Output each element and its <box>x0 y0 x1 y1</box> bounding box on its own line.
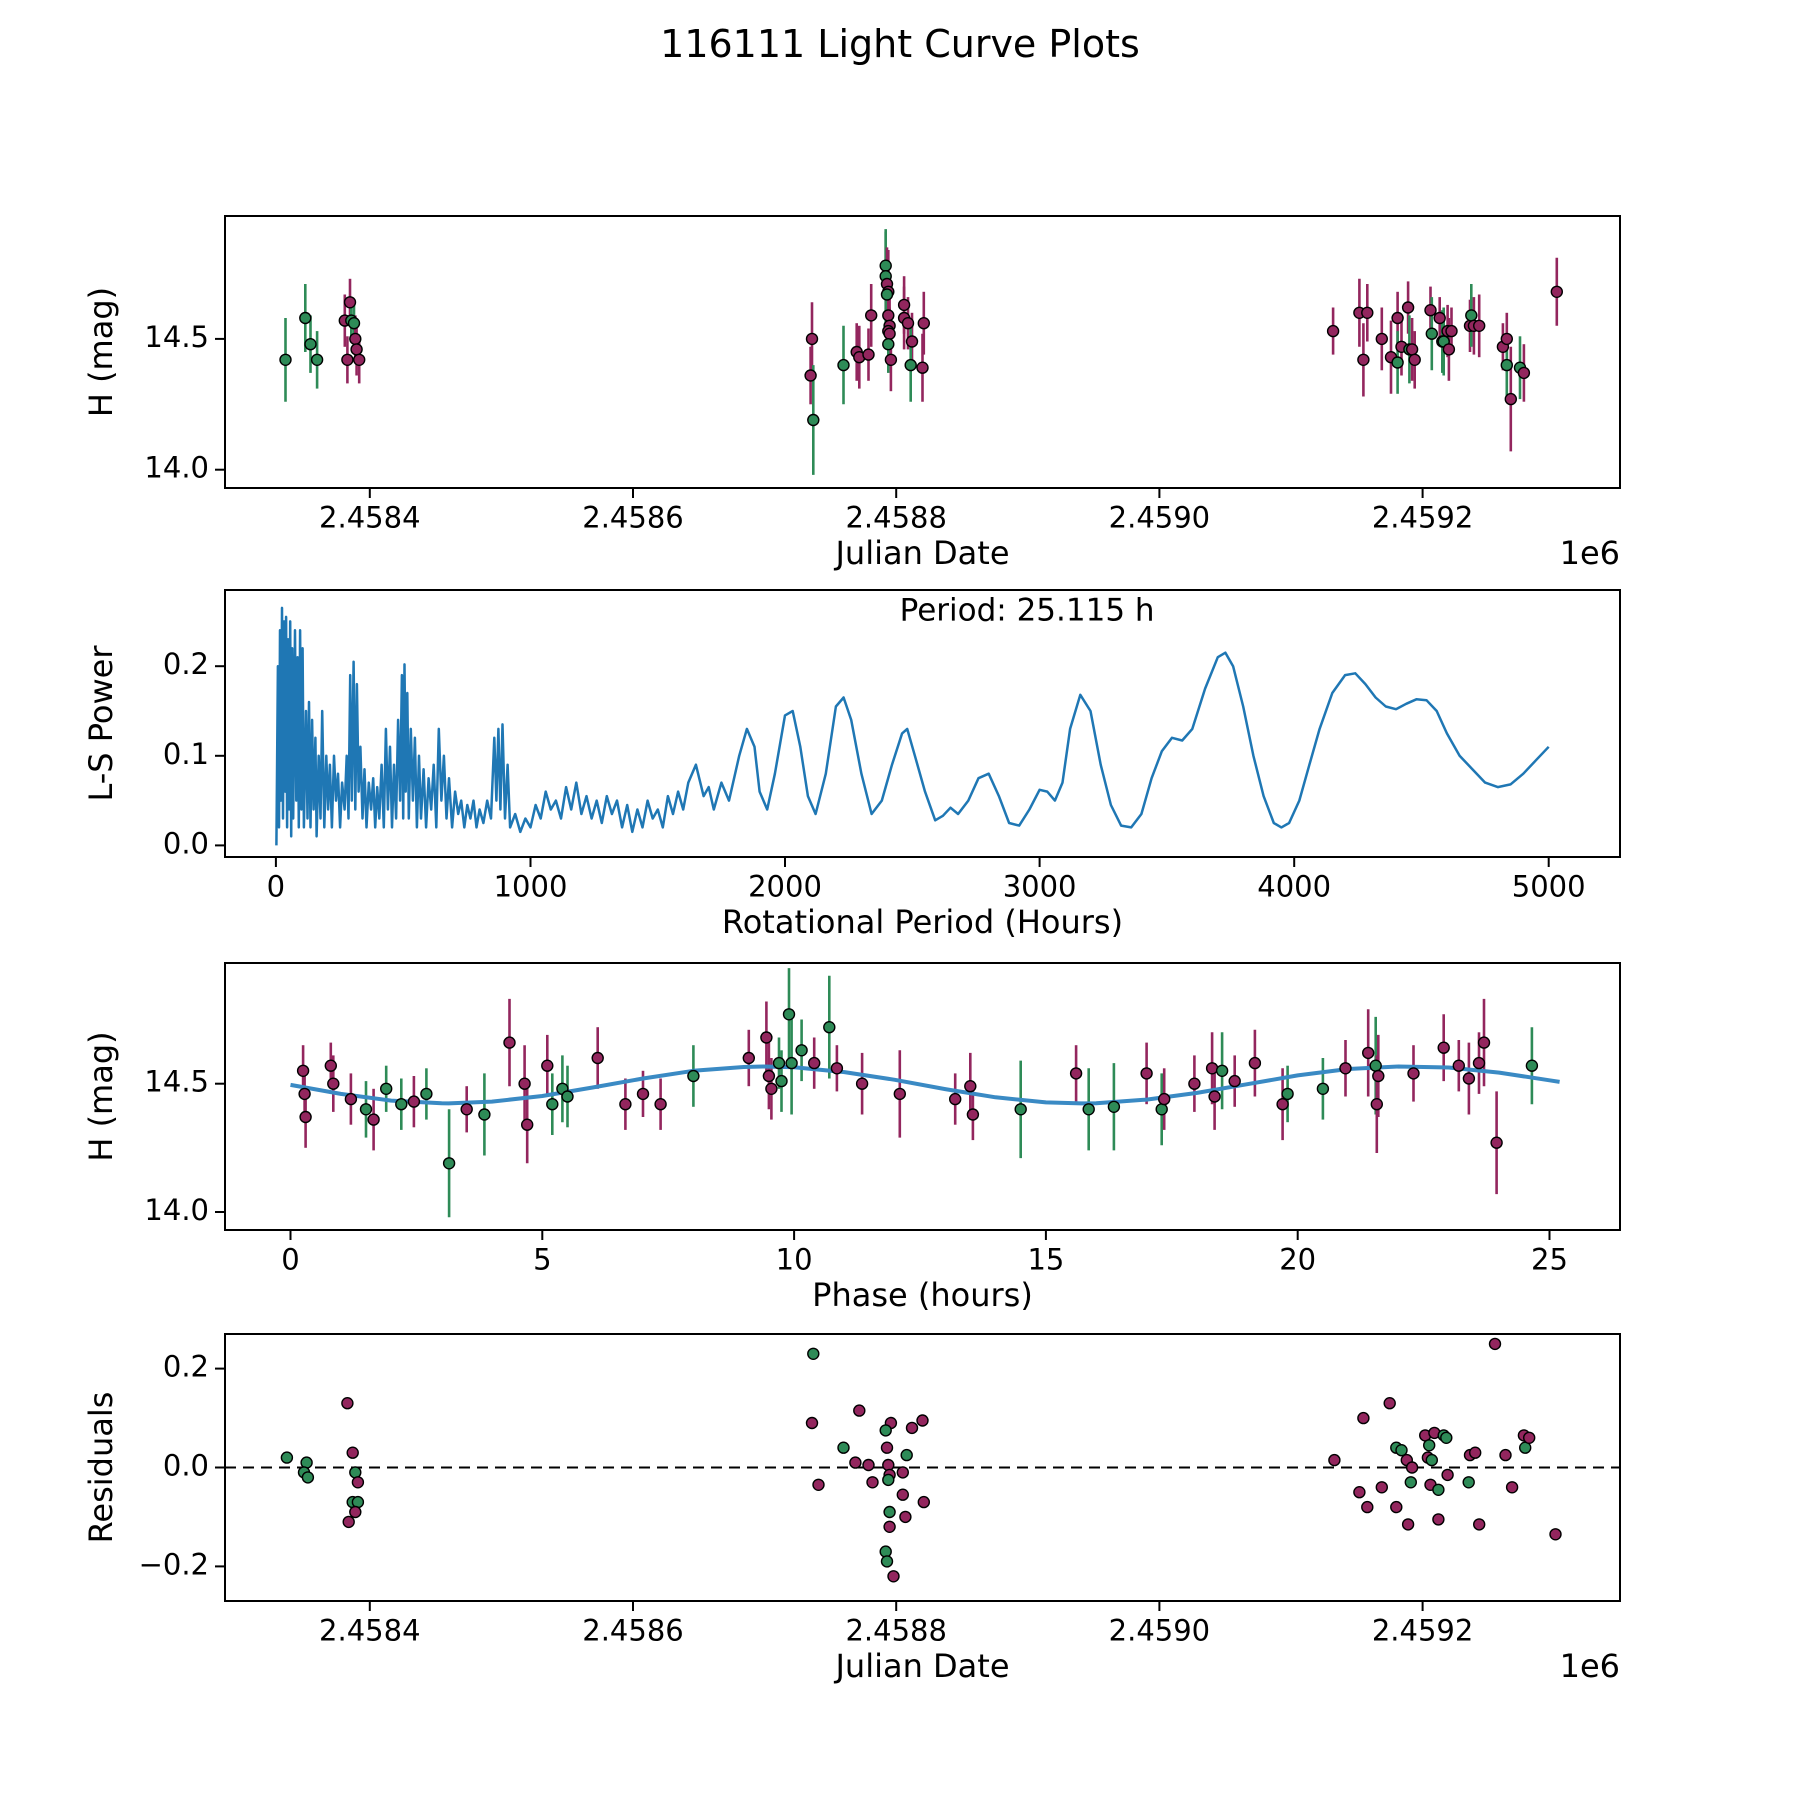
svg-text:14.5: 14.5 <box>144 319 209 354</box>
svg-text:2.4592: 2.4592 <box>1371 500 1474 535</box>
svg-text:5000: 5000 <box>1511 869 1586 904</box>
svg-text:3000: 3000 <box>1002 869 1077 904</box>
svg-text:−0.2: −0.2 <box>138 1547 209 1582</box>
svg-text:Julian Date: Julian Date <box>835 1647 1010 1685</box>
svg-text:5: 5 <box>533 1242 552 1277</box>
svg-text:2.4590: 2.4590 <box>1108 500 1211 535</box>
svg-text:25: 25 <box>1531 1242 1568 1277</box>
svg-text:Phase (hours): Phase (hours) <box>812 1276 1033 1314</box>
svg-text:2.4586: 2.4586 <box>582 1613 684 1648</box>
svg-text:20: 20 <box>1279 1242 1317 1277</box>
svg-text:1e6: 1e6 <box>1559 534 1620 572</box>
svg-text:Residuals: Residuals <box>82 1391 120 1544</box>
svg-text:2.4588: 2.4588 <box>845 1613 947 1648</box>
svg-text:4000: 4000 <box>1257 869 1332 904</box>
svg-text:0.0: 0.0 <box>162 1448 209 1483</box>
residuals-panel <box>82 1334 1620 1685</box>
svg-text:0: 0 <box>266 869 286 904</box>
svg-text:2.4584: 2.4584 <box>319 1613 421 1648</box>
ls-periodogram-panel <box>82 590 1620 941</box>
svg-text:2.4584: 2.4584 <box>319 500 421 535</box>
svg-text:2.4590: 2.4590 <box>1108 1613 1211 1648</box>
svg-text:14.0: 14.0 <box>144 450 209 485</box>
svg-text:0.1: 0.1 <box>162 736 209 771</box>
phase-folded-panel <box>82 963 1620 1314</box>
svg-text:1000: 1000 <box>493 869 568 904</box>
svg-text:10: 10 <box>775 1242 813 1277</box>
svg-text:1e6: 1e6 <box>1559 1647 1620 1685</box>
svg-text:2000: 2000 <box>748 869 822 904</box>
svg-text:Rotational Period (Hours): Rotational Period (Hours) <box>721 903 1124 941</box>
svg-text:14.5: 14.5 <box>144 1064 209 1099</box>
svg-text:L-S Power: L-S Power <box>82 645 120 802</box>
svg-text:H (mag): H (mag) <box>82 1031 120 1162</box>
svg-text:H (mag): H (mag) <box>82 286 120 418</box>
figure-title: 116111 Light Curve Plots <box>660 22 1140 66</box>
svg-text:2.4586: 2.4586 <box>582 500 684 535</box>
svg-text:2.4588: 2.4588 <box>845 500 947 535</box>
svg-text:Julian Date: Julian Date <box>835 534 1010 572</box>
svg-text:2.4592: 2.4592 <box>1371 1613 1474 1648</box>
svg-text:15: 15 <box>1027 1242 1065 1277</box>
svg-text:Period: 25.115 h: Period: 25.115 h <box>899 592 1155 629</box>
svg-text:0.2: 0.2 <box>162 1349 209 1384</box>
svg-text:0: 0 <box>281 1242 300 1277</box>
svg-text:0.2: 0.2 <box>162 647 209 682</box>
svg-text:14.0: 14.0 <box>144 1193 209 1227</box>
svg-text:0.0: 0.0 <box>162 826 209 861</box>
jd-magnitude-panel <box>82 216 1620 572</box>
